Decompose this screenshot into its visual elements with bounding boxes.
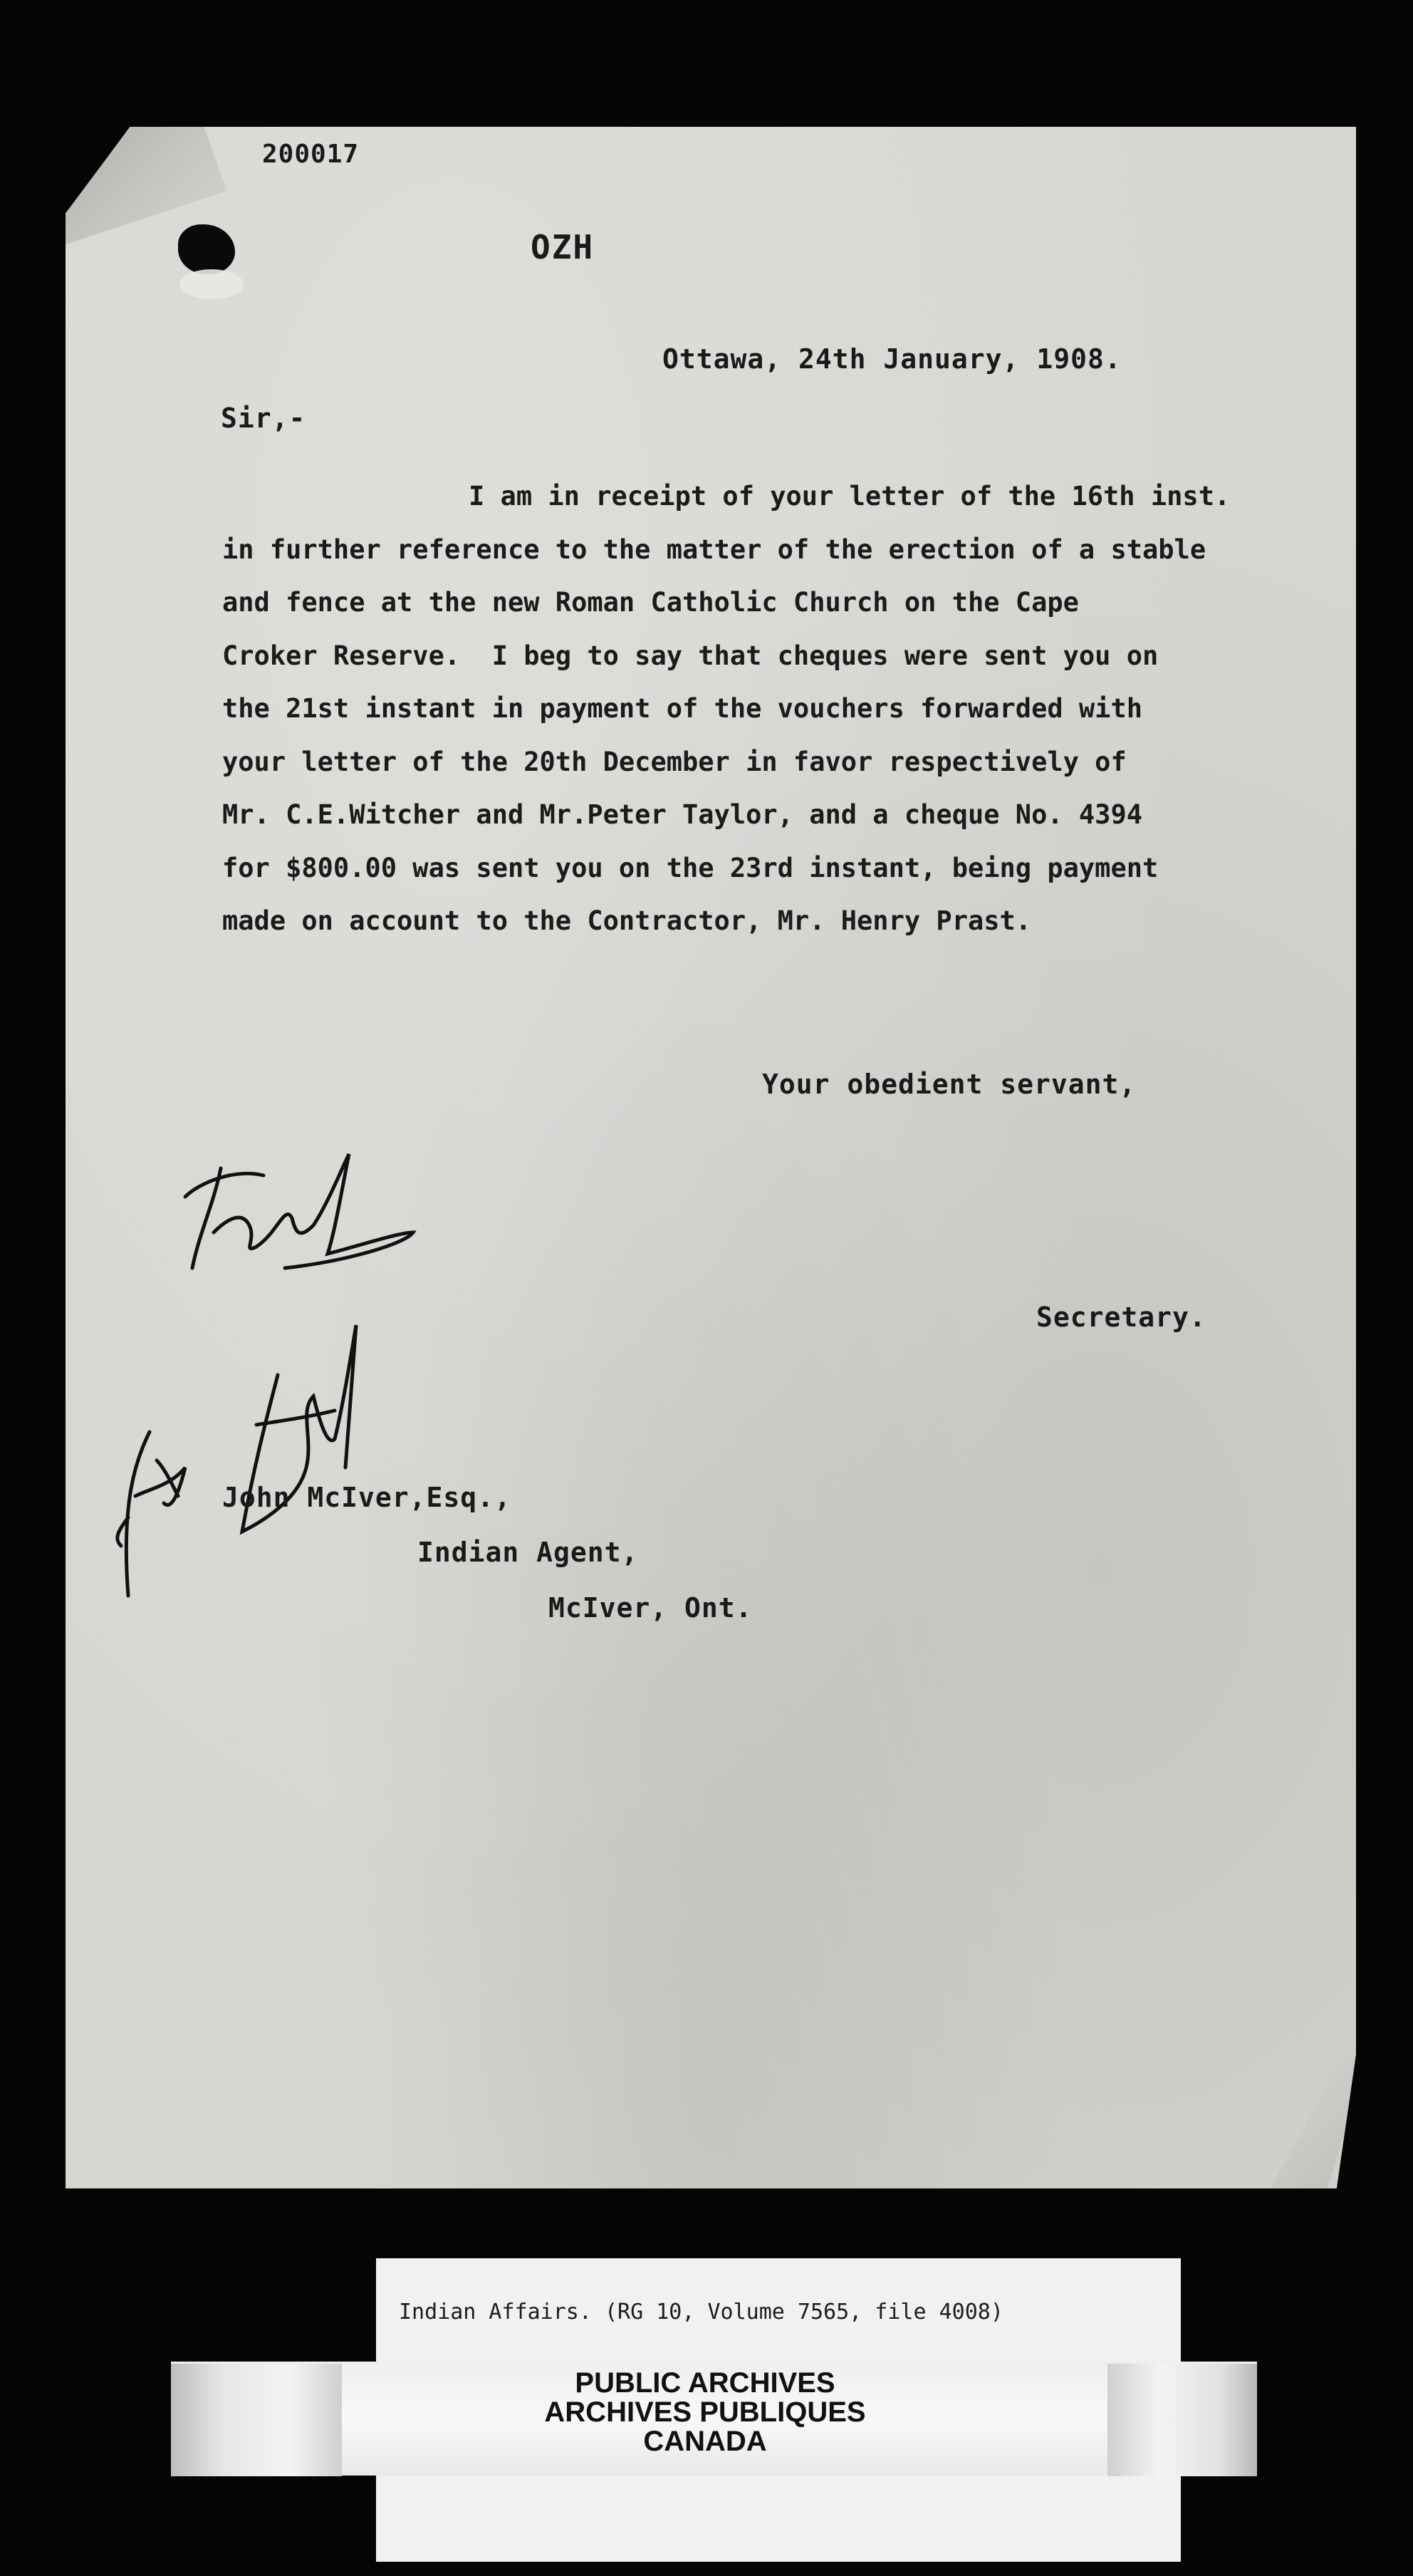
body-line: Croker Reserve. I beg to say that cheques were sent you on [222,640,1159,671]
archive-stamp-line: CANADA [643,2426,767,2457]
archive-stamp-line: PUBLIC ARCHIVES [575,2367,835,2399]
body-line: Mr. C.E.Witcher and Mr.Peter Taylor, and a cheque No. 4394 [222,799,1143,830]
salutation: Sir,- [221,402,306,434]
band-edge-right [1107,2364,1257,2476]
body-line: for $800.00 was sent you on the 23rd instant, being payment [222,852,1159,883]
signature-title: Secretary. [1036,1302,1206,1333]
body-line: made on account to the Contractor, Mr. Henry Prast. [222,905,1032,936]
folded-corner-bottom-right [1214,2032,1356,2188]
archive-stamp [484,2369,926,2456]
addressee-name: John McIver,Esq., [222,1482,511,1513]
document-number: 200017 [262,140,360,169]
addressee-place: McIver, Ont. [548,1592,753,1624]
folded-corner-top-left [66,127,258,341]
addressee-title: Indian Agent, [417,1537,639,1568]
body-line: your letter of the 20th December in favor respectively of [222,746,1127,777]
handwritten-initials-1 [171,1126,427,1297]
letter-body [222,470,1276,948]
closing: Your obedient servant, [762,1069,1137,1100]
file-stamp: OZH [531,228,595,266]
archive-stamp-line: ARCHIVES PUBLIQUES [544,2396,866,2428]
band-edge-left [171,2364,342,2476]
archive-reference: Indian Affairs. (RG 10, Volume 7565, file 4008) [399,2300,1003,2325]
body-line: I am in receipt of your letter of the 16th inst. [469,481,1231,511]
handwritten-initials-2 [107,1418,199,1610]
date-line: Ottawa, 24th January, 1908. [662,343,1122,375]
body-line: in further reference to the matter of the erection of a stable [222,534,1206,565]
body-line: and fence at the new Roman Catholic Church on the Cape [222,587,1079,618]
paper-tear [179,269,244,299]
body-line: the 21st instant in payment of the vouchers forwarded with [222,693,1143,724]
